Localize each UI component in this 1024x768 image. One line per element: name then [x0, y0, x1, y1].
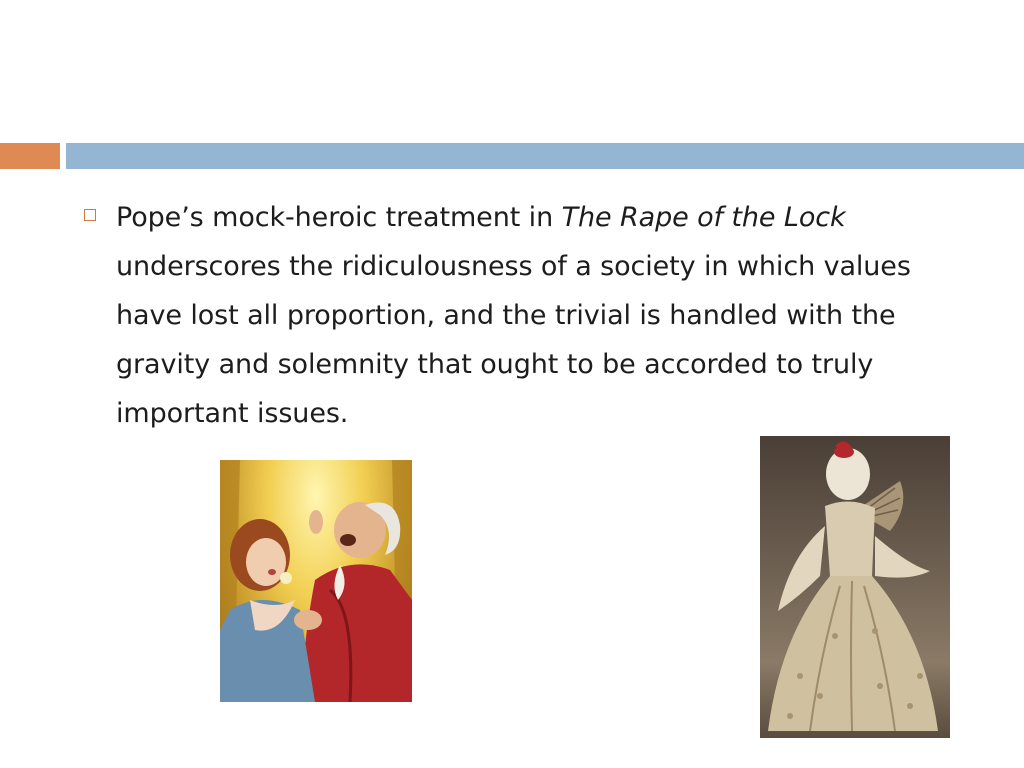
bullet-text [116, 193, 982, 438]
accent-bar-blue [66, 143, 1024, 169]
photo-period-gown-art [760, 436, 950, 738]
bullet-text-after: underscores the ridiculousness of a society in which values have lost all proportion, and the trivial is handled with the gravity and solemnity that ought to be accorded to truly important issues. [116, 251, 911, 429]
illustration-baron-and-belinda-art [220, 460, 412, 702]
square-bullet-icon [84, 209, 96, 221]
photo-period-gown [760, 436, 950, 738]
illustration-baron-and-belinda [220, 460, 412, 702]
accent-bar-orange [0, 143, 60, 169]
work-title: The Rape of the Lock [561, 202, 846, 233]
bullet-text-before: Pope’s mock-heroic treatment in [116, 202, 562, 233]
